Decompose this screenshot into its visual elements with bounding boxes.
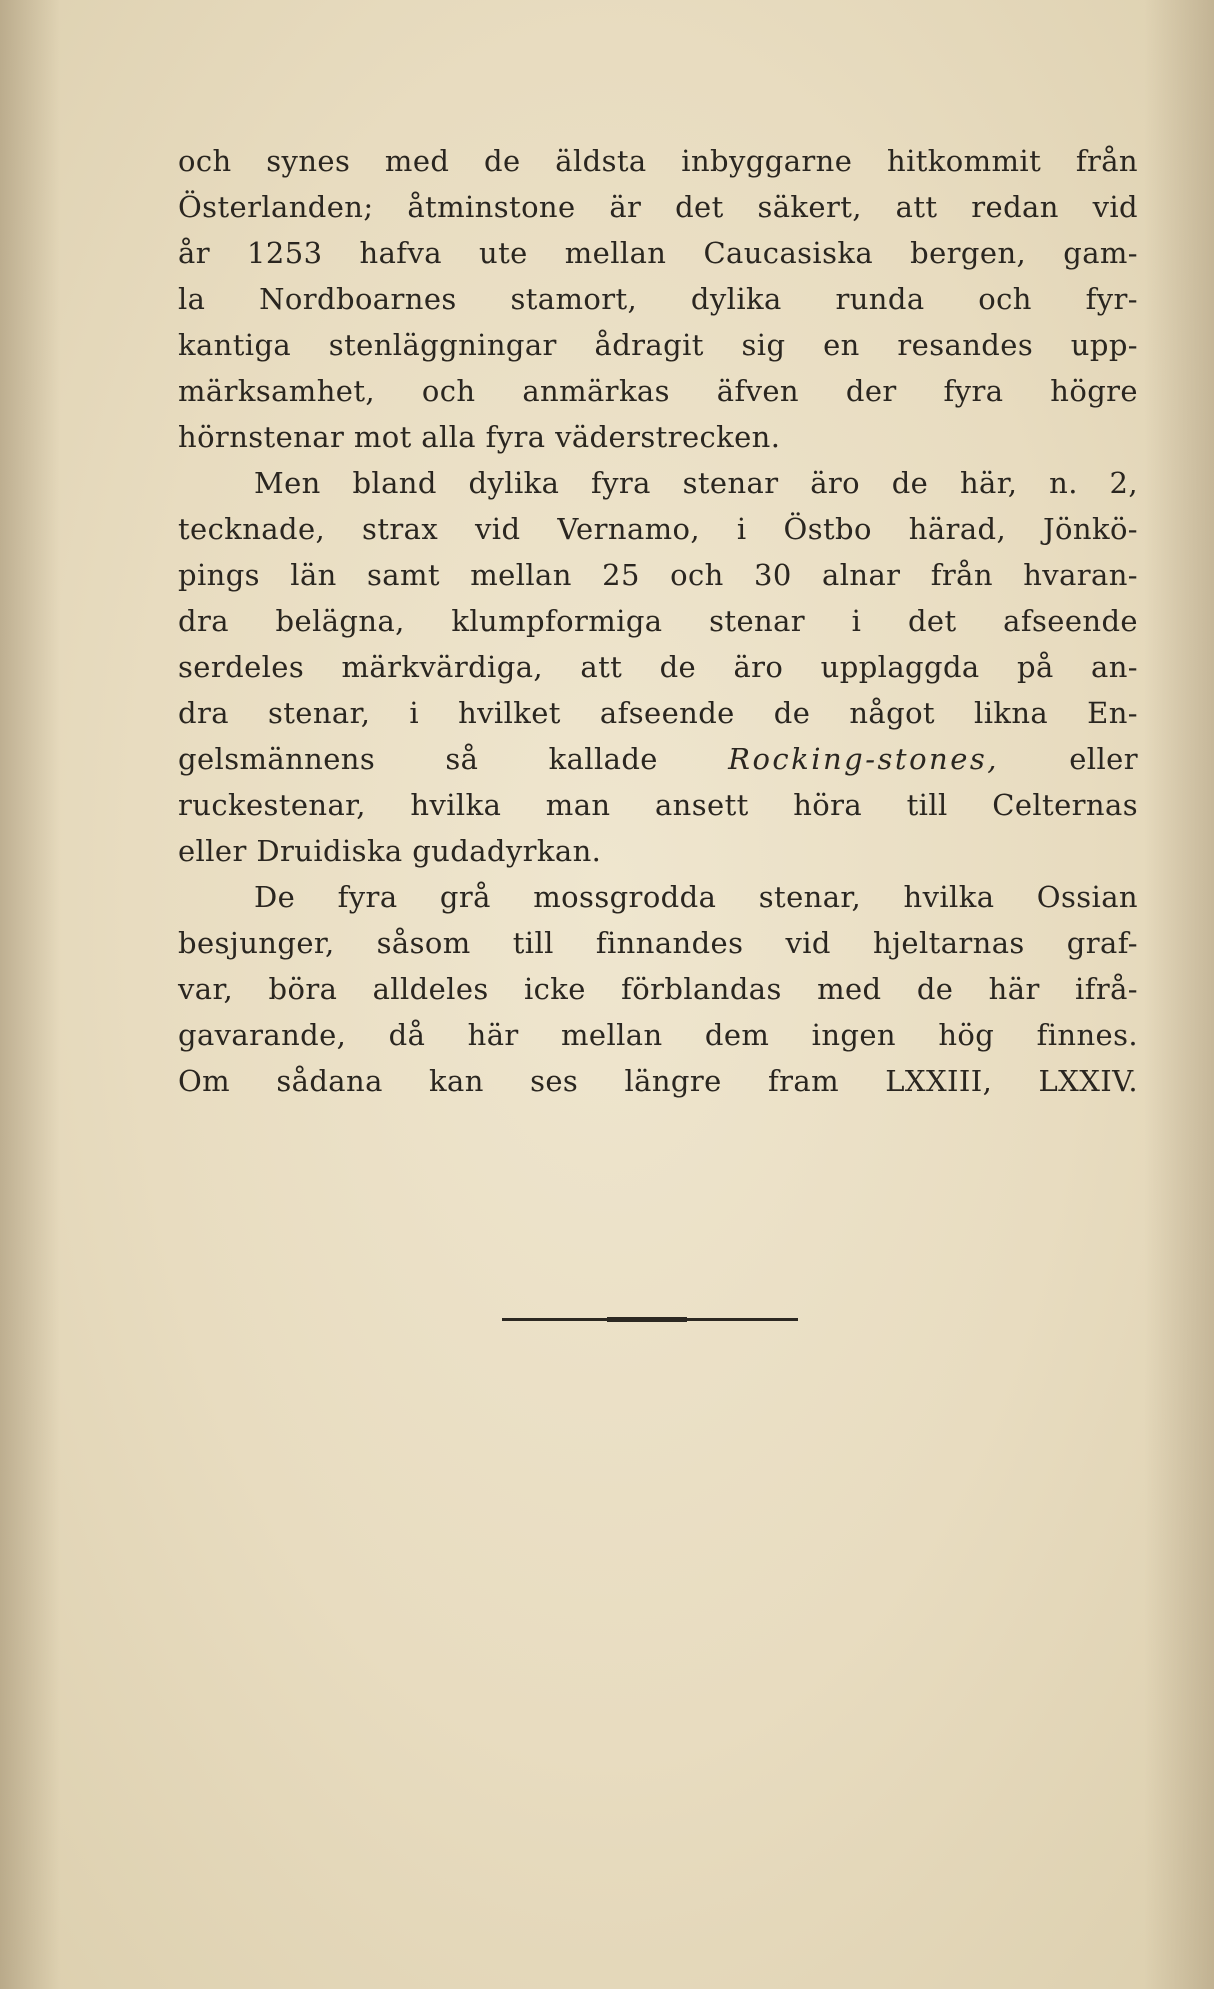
text-run: eller — [1069, 742, 1138, 776]
text-line: De fyra grå mossgrodda stenar, hvilka Ossian — [254, 880, 1138, 914]
section-divider-rule — [502, 1318, 798, 1321]
text-line: och synes med de äldsta inbyggarne hitkommit från — [178, 144, 1138, 178]
text-line: tecknade, strax vid Vernamo, i Östbo härad, Jönkö- — [178, 512, 1138, 546]
text-line: Om sådana kan ses längre fram LXXIII, LXXIV. — [178, 1064, 1138, 1098]
text-line-with-italic — [178, 736, 1138, 782]
text-line: var, böra alldeles icke förblandas med de här ifrå- — [178, 972, 1138, 1006]
text-line: Men bland dylika fyra stenar äro de här, n. 2, — [254, 466, 1138, 500]
text-line: dra stenar, i hvilket afseende de något likna En- — [178, 696, 1138, 730]
text-line: kantiga stenläggningar ådragit sig en resandes upp- — [178, 328, 1138, 362]
text-line: hörnstenar mot alla fyra väderstrecken. — [178, 420, 781, 454]
text-line: eller Druidiska gudadyrkan. — [178, 834, 602, 868]
text-run: gelsmännens så kallade — [178, 742, 658, 776]
text-line: Österlanden; åtminstone är det säkert, att redan vid — [178, 190, 1138, 224]
text-line: år 1253 hafva ute mellan Caucasiska bergen, gam- — [178, 236, 1138, 270]
italic-term: Rocking-stones, — [728, 742, 999, 776]
text-line: gavarande, då här mellan dem ingen hög finnes. — [178, 1018, 1138, 1052]
text-line: la Nordboarnes stamort, dylika runda och fyr- — [178, 282, 1138, 316]
text-line: märksamhet, och anmärkas äfven der fyra högre — [178, 374, 1138, 408]
text-line: dra belägna, klumpformiga stenar i det afseende — [178, 604, 1138, 638]
text-line: serdeles märkvärdiga, att de äro upplaggda på an- — [178, 650, 1138, 684]
text-line: ruckestenar, hvilka man ansett höra till Celternas — [178, 788, 1138, 822]
page-text — [178, 138, 1138, 1104]
text-line: pings län samt mellan 25 och 30 alnar från hvaran- — [178, 558, 1138, 592]
text-line: besjunger, såsom till finnandes vid hjeltarnas graf- — [178, 926, 1138, 960]
